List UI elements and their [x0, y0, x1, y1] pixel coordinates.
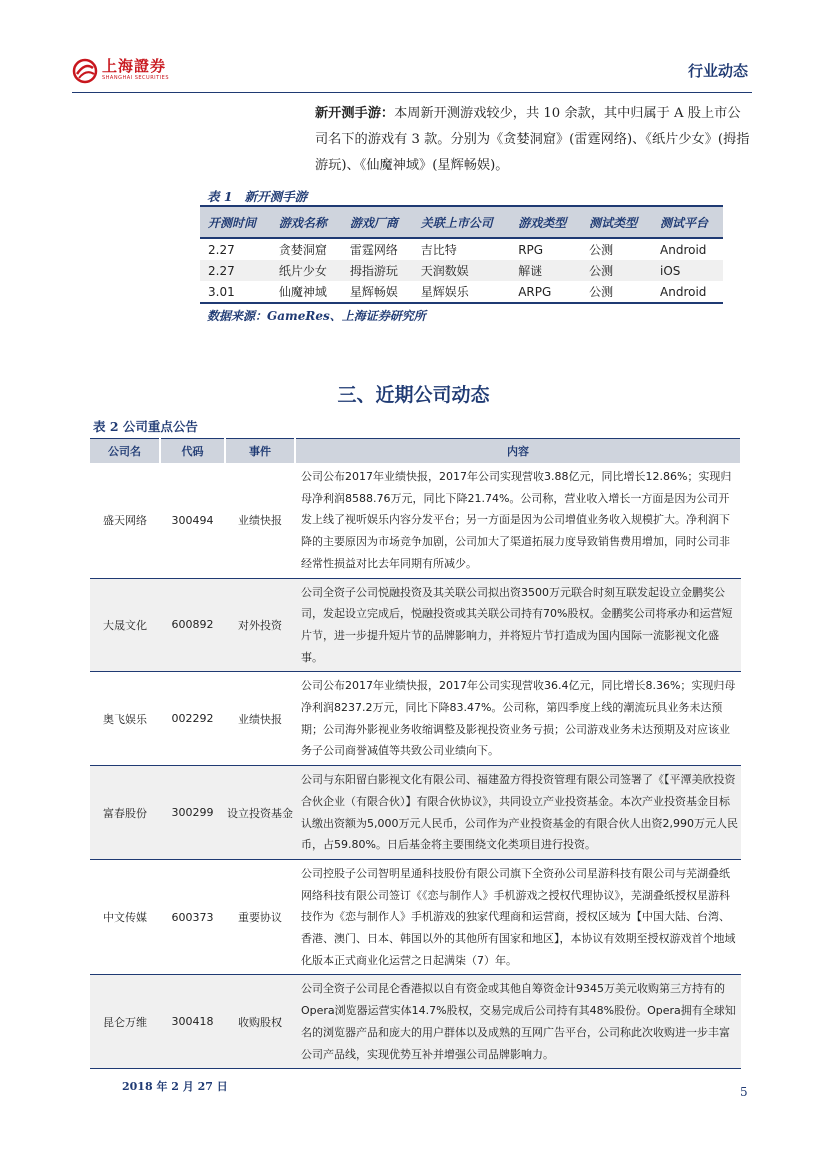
company-name: 富春股份 [90, 766, 160, 860]
header-cell: 游戏类型 [510, 206, 581, 238]
announcement-content: 公司全资子公司昆仑香港拟以自有资金或其他自筹资金计9345万美元收购第三方持有的Opera浏览器运营实体14.7%股权，交易完成后公司持有其48%股份。Opera拥有全球知名的浏览器产品和庞大的用户群体以及成熟的互网广告平台，公司称此次收购进一步丰富公司产品线，实现优势互补并增强公司品牌影响力。 [295, 975, 741, 1069]
new-games-table [200, 205, 723, 304]
table-header-row [200, 206, 723, 238]
table-cell: 公测 [581, 260, 652, 281]
logo-name-cn: 上海證券 [102, 57, 167, 75]
table-cell: RPG [518, 242, 544, 257]
report-date: 2018 年 2 月 27 日 [122, 1080, 228, 1093]
table-cell: 公测 [589, 243, 614, 257]
table-cell: 2.27 [208, 242, 235, 257]
table-cell: Android [660, 242, 707, 257]
table-cell: ARPG [510, 281, 581, 303]
table-row [90, 766, 741, 860]
section-title: 三、近期公司动态 [337, 384, 490, 406]
announcement-content: 公司控股子公司智明星通科技股份有限公司旗下全资孙公司星游科技有限公司与芜湖叠纸网络科技有限公司签订《《恋与制作人》手机游戏之授权代理协议》，芜湖叠纸授权星游科技作为《恋与制作人》手机游戏的独家代理商和运营商，授权区域为【中国大陆、台湾、香港、澳门、日本、韩国以外的其他所有国家和地区】，本协议有效期至授权游戏首个地域化版本正式商业化运营之日起满柒（7）年。 [295, 859, 741, 975]
stock-code: 300494 [160, 463, 225, 578]
table-row [200, 260, 723, 281]
stock-code: 300418 [160, 975, 225, 1069]
announcement-content: 公司与东阳留白影视文化有限公司、福建盈方得投资管理有限公司签署了《【平潭美欣投资合伙企业（有限合伙）】有限合伙协议》，共同设立产业投资基金。本次产业投资基金目标认缴出资额为5,000万元人民币，公司作为产业投资基金的有限合伙人出资2,990万元人民币，占59.80%。日后基金将主要围绕文化类项目进行投资。 [295, 766, 741, 860]
header-cell: 代码 [160, 439, 225, 464]
table1-caption [207, 187, 319, 205]
table-cell: 天润数娱 [413, 260, 511, 281]
table-row [200, 238, 723, 260]
header-cell: 测试平台 [652, 206, 723, 238]
logo-icon [72, 58, 98, 84]
table-row [200, 281, 723, 303]
table-cell: Android [652, 281, 723, 303]
table-header-row [90, 439, 741, 464]
stock-code: 002292 [160, 672, 225, 766]
page-number: 5 [740, 1085, 748, 1099]
event-type: 对外投资 [225, 578, 295, 672]
table-cell: iOS [652, 260, 723, 281]
header-cell: 内容 [295, 439, 741, 464]
company-name: 大晟文化 [90, 578, 160, 672]
table1-caption-number: 表 1 [207, 189, 233, 204]
header-cell: 事件 [225, 439, 295, 464]
table-row [90, 578, 741, 672]
brand-logo [72, 58, 169, 84]
header-cell: 测试类型 [581, 206, 652, 238]
event-type: 收购股权 [225, 975, 295, 1069]
table-cell: 2.27 [200, 260, 271, 281]
company-announcements-table [90, 438, 742, 1069]
table-cell: 3.01 [200, 281, 271, 303]
page-header [72, 58, 752, 93]
intro-text: 本周新开测游戏较少，共 10 余款，其中归属于 A 股上市公司名下的游戏有 3 款。分别为《贪婪洞窟》(雷霆网络)、《纸片少女》(拇指游玩)、《仙魔神域》(星辉畅娱)。 [315, 106, 750, 173]
company-name: 昆仑万维 [90, 975, 160, 1069]
header-cell: 关联上市公司 [413, 206, 511, 238]
table2-caption: 表 2 公司重点公告 [93, 419, 198, 434]
stock-code: 600373 [160, 859, 225, 975]
table-row [90, 463, 741, 578]
intro-lead: 新开测手游： [315, 106, 395, 121]
event-type: 业绩快报 [225, 463, 295, 578]
header-cell: 游戏厂商 [342, 206, 413, 238]
header-cell: 开测时间 [200, 206, 271, 238]
table-row [90, 975, 741, 1069]
header-cell: 游戏名称 [271, 206, 342, 238]
table-cell: 拇指游玩 [342, 260, 413, 281]
table-row [90, 859, 741, 975]
table-cell: 公测 [581, 281, 652, 303]
table-cell: 纸片少女 [271, 260, 342, 281]
table1-source: 数据来源：GameRes、上海证券研究所 [207, 309, 426, 323]
announcement-content: 公司公布2017年业绩快报，2017年公司实现营收3.88亿元，同比增长12.86%；实现归母净利润8588.76万元，同比下降21.74%。公司称，营业收入增长一方面是因为公司开发上线了视听娱乐内容分发平台；另一方面是因为公司增值业务收入规模扩大。净利润下降的主要原因为市场竞争加剧，公司加大了渠道拓展力度导致销售费用增加，同时公司非经常性损益对比去年同期有所减少。 [295, 463, 741, 578]
logo-name-en: SHANGHAI SECURITIES [102, 75, 170, 81]
stock-code: 600892 [160, 578, 225, 672]
table-cell: 星辉畅娱 [342, 281, 413, 303]
table-cell: 雷霆网络 [349, 243, 398, 257]
stock-code: 300299 [160, 766, 225, 860]
intro-paragraph [315, 101, 750, 179]
table-cell: 解谜 [510, 260, 581, 281]
announcement-content: 公司公布2017年业绩快报，2017年公司实现营收36.4亿元，同比增长8.36%；实现归母净利润8237.2万元，同比下降83.47%。公司称，第四季度上线的潮流玩具业务未达预期；公司海外影视业务收缩调整及影视投资业务亏损；公司游戏业务未达预期及对应该业务子公司商誉减值等共致公司业绩向下。 [295, 672, 741, 766]
company-name: 盛天网络 [90, 463, 160, 578]
table-cell: 仙魔神域 [271, 281, 342, 303]
company-name: 奥飞娱乐 [90, 672, 160, 766]
header-cell: 公司名 [90, 439, 160, 464]
event-type: 业绩快报 [225, 672, 295, 766]
event-type: 设立投资基金 [225, 766, 295, 860]
table-cell: 贪婪洞窟 [278, 243, 327, 257]
table1-caption-title: 新开测手游 [244, 189, 308, 204]
event-type: 重要协议 [225, 859, 295, 975]
section-label: 行业动态 [687, 62, 748, 80]
table-row [90, 672, 741, 766]
table-cell: 星辉娱乐 [413, 281, 511, 303]
table-cell: 吉比特 [420, 243, 457, 257]
announcement-content: 公司全资子公司悦融投资及其关联公司拟出资3500万元联合时刻互联发起设立金鹏奖公司，发起设立完成后，悦融投资或其关联公司持有70%股权。金鹏奖公司将承办和运营短片节，进一步提升短片节的品牌影响力，并将短片节打造成为国内国际一流影视文化盛事。 [295, 578, 741, 672]
company-name: 中文传媒 [90, 859, 160, 975]
